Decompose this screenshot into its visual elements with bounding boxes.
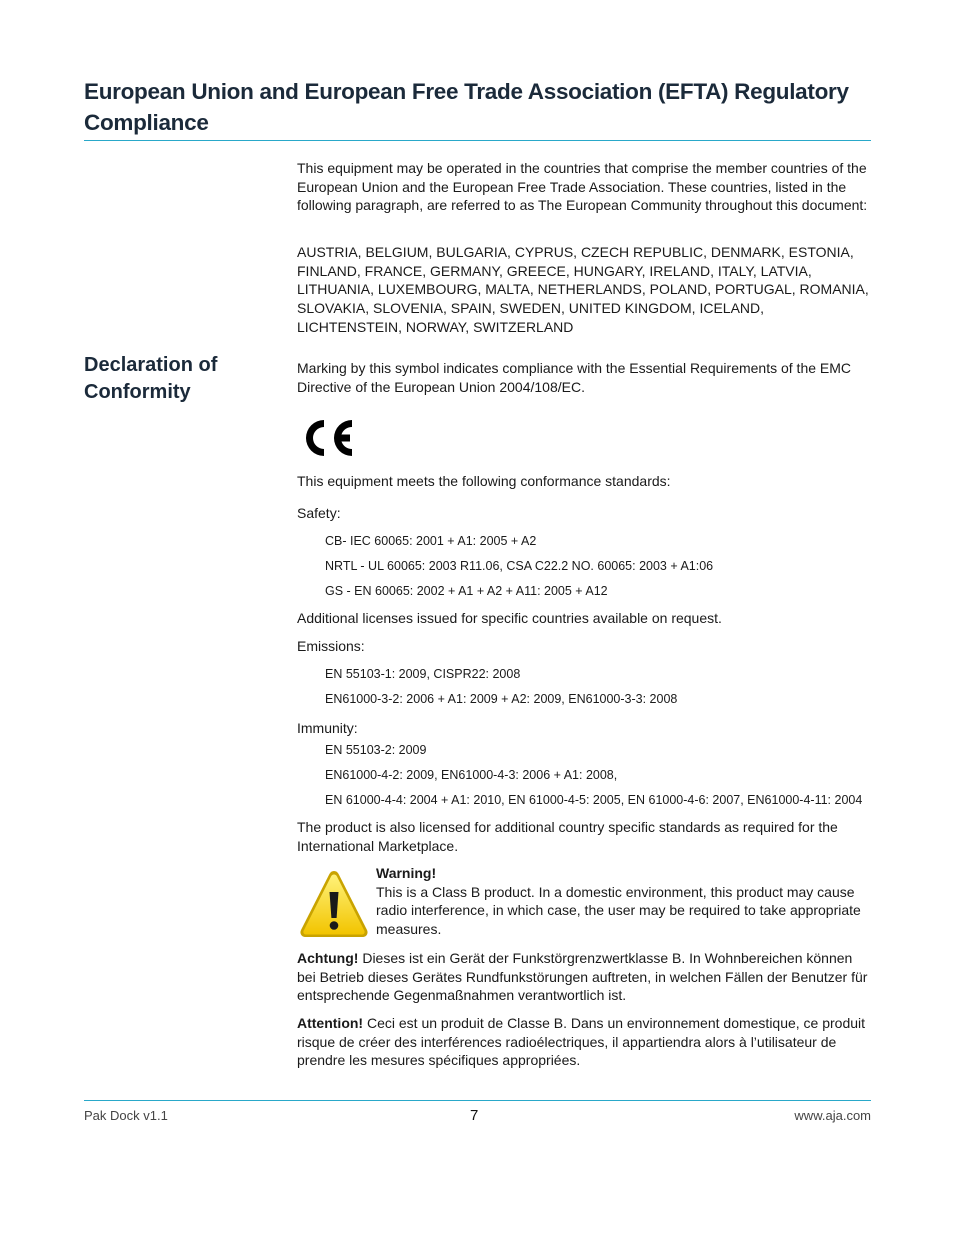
safety-standard: GS - EN 60065: 2002 + A1 + A2 + A11: 2005 + A12	[325, 584, 608, 598]
attention-text: Ceci est un produit de Classe B. Dans un environnement domestique, ce produit risque de créer des interférences radioélectriques, il appartiendra alors à l’utilisateur de prendre les mesures spécifiques appropriées.	[297, 1015, 866, 1069]
emissions-label: Emissions:	[297, 638, 365, 654]
licenses-paragraph: Additional licenses issued for specific countries available on request.	[297, 610, 722, 626]
safety-standard: CB- IEC 60065: 2001 + A1: 2005 + A2	[325, 534, 537, 548]
safety-label: Safety:	[297, 505, 341, 521]
standards-intro: This equipment meets the following conformance standards:	[297, 473, 671, 489]
warning-triangle-icon	[298, 868, 370, 940]
warning-block	[376, 864, 871, 939]
warning-title: Warning!	[376, 865, 437, 881]
achtung-paragraph	[297, 949, 871, 1005]
achtung-text: Dieses ist ein Gerät der Funkstörgrenzwertklasse B. In Wohnbereichen können bei Betrieb dieses Gerätes Rundfunkstörungen auftreten, in welchen Fällen der Benutzer für entsprechende Gegenmaßnahmen verantwortlich ist.	[297, 950, 868, 1004]
immunity-standard: EN 55103-2: 2009	[325, 743, 427, 757]
footer-product-version: Pak Dock v1.1	[84, 1108, 168, 1123]
marking-paragraph: Marking by this symbol indicates compliance with the Essential Requirements of the EMC Directive of the European Union 2004/108/EC.	[297, 360, 852, 395]
footer-divider	[84, 1100, 871, 1101]
warning-text: This is a Class B product. In a domestic environment, this product may cause radio interference, in which case, the user may be required to take appropriate measures.	[376, 883, 861, 938]
intro-paragraph: This equipment may be operated in the countries that comprise the member countries of the European Union and the European Free Trade Association. These countries, listed in the following paragraph, are referred to as The European Community throughout this document:	[297, 160, 868, 214]
title-divider	[84, 140, 871, 141]
achtung-label: Achtung!	[297, 950, 359, 966]
ce-mark-icon	[300, 414, 360, 462]
emissions-standard: EN 55103-1: 2009, CISPR22: 2008	[325, 667, 521, 681]
page-title: European Union and European Free Trade Association (EFTA) Regulatory Compliance	[84, 79, 849, 135]
additional-licensing: The product is also licensed for additional country specific standards as required for the International Marketplace.	[297, 819, 838, 854]
footer-website: www.aja.com	[794, 1108, 871, 1123]
immunity-label: Immunity:	[297, 720, 358, 736]
emissions-standard: EN61000-3-2: 2006 + A1: 2009 + A2: 2009, EN61000-3-3: 2008	[325, 692, 678, 706]
safety-standard: NRTL - UL 60065: 2003 R11.06, CSA C22.2 NO. 60065: 2003 + A1:06	[325, 559, 714, 573]
attention-label: Attention!	[297, 1015, 364, 1031]
declaration-heading: Declaration of Conformity	[84, 354, 218, 403]
footer-page-number: 7	[470, 1107, 479, 1124]
immunity-standard: EN61000-4-2: 2009, EN61000-4-3: 2006 + A1: 2008,	[325, 768, 618, 782]
country-list: AUSTRIA, BELGIUM, BULGARIA, CYPRUS, CZECH REPUBLIC, DENMARK, ESTONIA, FINLAND, FRANCE, GERMANY, GREECE, HUNGARY, IRELAND, ITALY, LATVIA, LITHUANIA, LUXEMBOURG, MALTA, NETHERLANDS, POLAND, PORTUGAL, ROMANIA, SLOVAKIA, SLOVENIA, SPAIN, SWEDEN, UNITED KINGDOM, ICELAND, LICHTENSTEIN, NORWAY, SWITZERLAND	[297, 244, 869, 335]
immunity-standard: EN 61000-4-4: 2004 + A1: 2010, EN 61000-4-5: 2005, EN 61000-4-6: 2007, EN61000-4-11: 2004	[325, 793, 863, 807]
attention-paragraph	[297, 1014, 871, 1070]
